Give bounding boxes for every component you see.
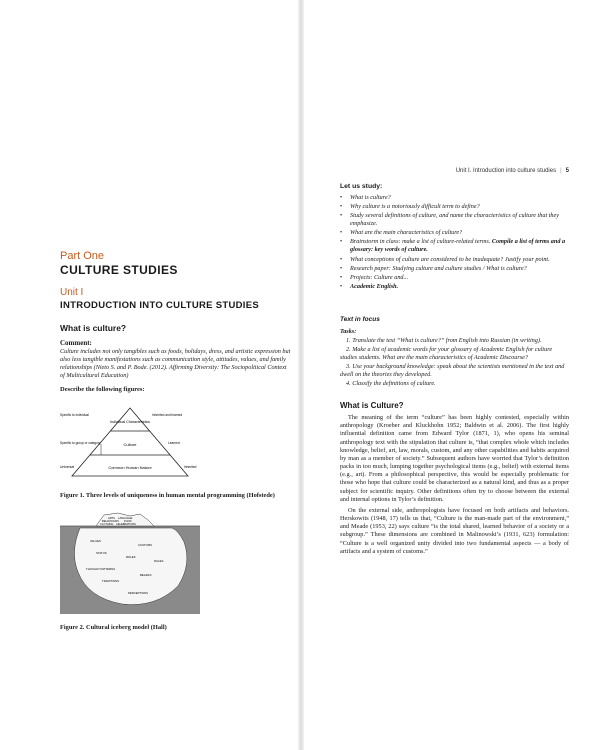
tier-bottom-label: Common Human Nature [108,465,152,470]
bottom-right-label: Inherited [184,465,197,469]
task-item: 4. Classify the definitions of culture. [346,379,436,387]
page-number: 5 [565,168,569,174]
study-item-text: Why culture is a notoriously difficult term to define? [350,203,480,211]
unit-label: Unit I [60,287,84,298]
study-list [340,194,569,292]
study-item-text: Study several definitions of culture, and name the characteristics of culture that they emphasize. [350,212,560,228]
mid-right-label: Learned [168,441,180,445]
figure-1-caption: Figure 1. Three levels of uniqueness in human mental programming (Hofstede) [60,492,275,500]
tasks-label: Tasks: [340,328,357,335]
study-item [340,212,569,228]
top-left-label: Specific to individual [60,413,89,417]
below-thought-patterns: THOUGHT PATTERNS [86,567,116,571]
figure-2-caption: Figure 2. Cultural iceberg model (Hall) [60,624,167,632]
part-title: CULTURE STUDIES [60,263,178,277]
above-food: FOOD [124,520,132,523]
study-item-text: What are the main characteristics of culture? [350,229,463,237]
body-paragraph: On the external side, anthropologists have focused on both artifacts and behaviors. Herskowits (1948, 17) tells us that, “Culture is the man-made part of the environment,” and Meade (1953, 22) says culture “is the total shared, learned behavior of a society or a subgroup.” These dimensions are combined in Malinowski’s (1931, 623) formulation: “Culture is a well organized unity divided into two fundamental aspects — a body of artifacts and a system of customs.” [340,506,569,555]
tier-mid-label: Culture [123,442,137,447]
task-item: 2. Make a list of academic words for your glossary of Academic English for culture studies students. What are the main characteristics of Academic Discourse? [340,345,553,361]
study-item-text: What conceptions of culture are considered to be inadequate? Justify your point. [350,255,550,263]
study-item-text: Brainstorm in class: make a list of culture-related terms. [350,238,492,246]
body-text [340,414,569,559]
running-head [337,168,569,174]
study-item [340,203,569,211]
study-item [340,194,569,202]
study-item [340,265,569,273]
study-item-text: What is culture? [350,194,391,201]
study-item [340,229,569,237]
above-clothing: CLOTHING [100,523,114,526]
section-heading: What is culture? [60,323,127,333]
tasks-list [340,337,569,389]
task-item: 3. Use your background knowledge: speak about the scientists mentioned in the text and dwell on the theories they developed. [340,362,565,378]
left-page [60,250,292,632]
study-item [340,238,569,254]
pyramid-diagram [60,406,210,484]
above-behaviours: BEHAVIOURS [102,520,119,523]
above-language: LANGUAGE [118,517,133,520]
book-gutter [298,0,304,750]
below-roles: ROLES [126,555,136,559]
figure-2-iceberg [60,512,200,614]
unit-title: INTRODUCTION INTO CULTURE STUDIES [60,300,260,311]
top-right-label: Inherited and learned [152,413,183,417]
comment-label: Comment: [60,339,92,347]
below-perceptions: PERCEPTIONS [128,591,149,595]
running-head-text: Unit I. Introduction into culture studies [455,168,557,174]
task-item: 1. Translate the text “What is culture?” from English into Russian (in writing). [346,337,542,344]
part-label: Part One [60,250,105,262]
below-rules: RULES [154,559,164,563]
below-customs: CUSTOMS [138,543,152,547]
study-item-bold: Compile a list of terms and a glossary: key words of culture. [350,238,566,254]
below-status: STATUS [96,551,107,555]
below-values: VALUES [90,539,101,543]
iceberg-diagram [60,512,200,614]
tier-top-label: Individual Characteristics [110,420,150,424]
study-item-bold: Academic English. [350,282,399,290]
figure-1-pyramid [60,406,210,484]
body-heading: What is Culture? [340,401,404,410]
comment-text: Culture includes not only tangibles such as foods, holidays, dress, and artistic expression but also less tangible manifestations such as communication style, attitudes, values, and family relationships (Nieto S. and P. Bode. (2012). Affirming Diversity: The Sociopolitical Context of Multicultural Education) [60,348,291,380]
study-item [340,283,569,291]
above-celebrations: CELEBRATIONS [116,523,136,526]
study-heading: Let us study: [340,183,383,190]
study-item [340,274,569,282]
study-item [340,256,569,264]
below-traditions: TRADITIONS [102,579,119,583]
below-beliefs: BELIEFS [140,573,152,577]
study-item-text: Research paper: Studying culture and culture studies / What is culture? [350,264,527,272]
bottom-left-label: Universal [60,465,75,469]
study-item-text: Projects: Culture and... [350,273,409,281]
running-head-divider: | [560,168,562,174]
mid-left-label: Specific to group or category [60,441,101,445]
text-in-focus-heading: Text in focus [340,316,380,323]
body-paragraph: The meaning of the term “culture” has been highly contested, especially within anthropology (Kroeber and Kluckhohn 1952; Baldwin et al. 2006). The first highly influential definition came from Edward Tylor (1871, 1), who opens his seminal anthropology text with the stipulation that culture is, “that complex whole which includes knowledge, belief, art, law, morals, custom, and any other capabilities and habits acquired by man as a member of society.” Subsequent authors have worried that Tylor’s definition packs in too much, lumping together psychological items (e.g., belief) with external items (e.g., art). From a philosophical perspective, this would be especially problematic for those who hope that culture could be characterized as a natural kind, and thus as a proper subject for scientific inquiry. Other definitions often try to choose between the external and internal options in Tylor’s definition. [340,414,569,503]
above-arts: ARTS [108,517,115,520]
describe-label: Describe the following figures: [60,386,145,394]
